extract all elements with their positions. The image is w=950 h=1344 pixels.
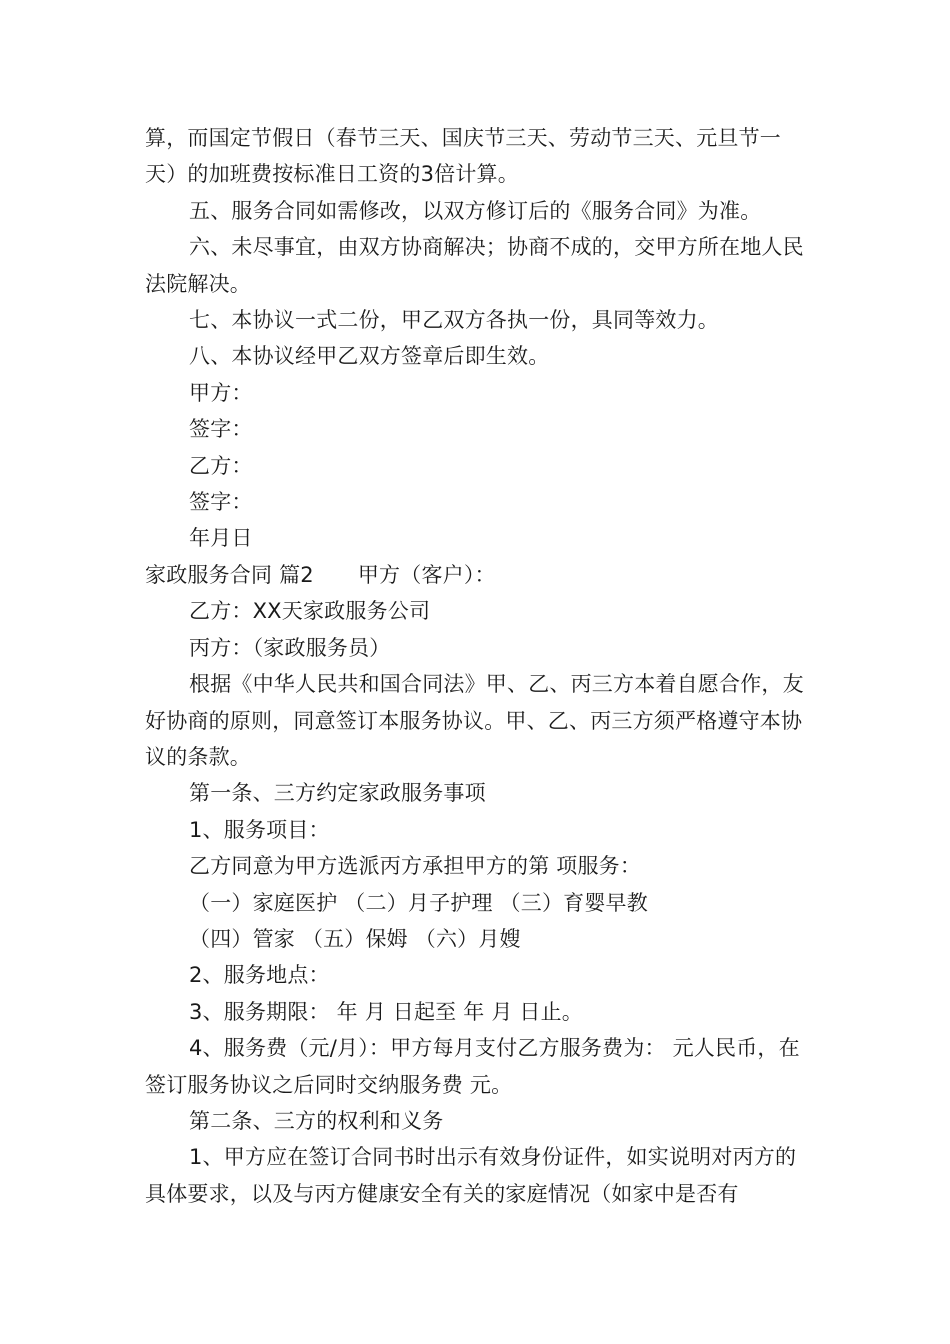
paragraph-2: 六、未尽事宜，由双方协商解决；协商不成的，交甲方所在地人民法院解决。: [145, 235, 804, 296]
item-service-fee: 4、服务费（元/月）：甲方每月支付乙方服务费为： 元人民币，在签订服务协议之后同时交纳服务费 元。: [145, 1036, 800, 1097]
party-b-label: 乙方：: [189, 453, 253, 478]
party-a-label: 甲方：: [189, 380, 253, 405]
document-body: [145, 120, 810, 1212]
paragraph-party-a-duty: 1、甲方应在签订合同书时出示有效身份证件，如实说明对丙方的具体要求，以及与丙方健康安全有关的家庭情况（如家中是否有: [145, 1145, 797, 1206]
service-options-row-1: （一）家庭医护 （二）月子护理 （三）育婴早教: [189, 890, 648, 915]
item-service-period: 3、服务期限： 年 月 日起至 年 月 日止。: [189, 999, 584, 1024]
party-c-worker: 丙方：（家政服务员）: [189, 635, 391, 660]
paragraph-4: 八、本协议经甲乙双方签章后即生效。: [189, 344, 550, 369]
signature-a-label: 签字：: [189, 417, 253, 442]
party-a-client-label: 甲方（客户）：: [357, 562, 496, 587]
section-heading-2: [145, 557, 810, 593]
item-service-project: 1、服务项目：: [189, 817, 330, 842]
date-label: 年月日: [189, 526, 253, 551]
service-options-row-2: （四）管家 （五）保姆 （六）月嫂: [189, 926, 521, 951]
paragraph-preamble: 根据《中华人民共和国合同法》甲、乙、丙三方本着自愿合作，友好协商的原则，同意签订本服务协议。甲、乙、丙三方须严格遵守本协议的条款。: [145, 672, 804, 769]
signature-b-label: 签字：: [189, 490, 253, 515]
party-b-company: 乙方：XX天家政服务公司: [189, 599, 431, 624]
section-title: 家政服务合同 篇2: [145, 562, 314, 587]
paragraph-service-assign: 乙方同意为甲方选派丙方承担甲方的第 项服务：: [189, 854, 642, 879]
paragraph-0: 算，而国定节假日（春节三天、国庆节三天、劳动节三天、元旦节一天）的加班费按标准日工资的3倍计算。: [145, 126, 781, 187]
item-service-location: 2、服务地点：: [189, 963, 330, 988]
paragraph-1: 五、服务合同如需修改，以双方修订后的《服务合同》为准。: [189, 198, 762, 223]
article-2-heading: 第二条、三方的权利和义务: [189, 1108, 444, 1133]
article-1-heading: 第一条、三方约定家政服务事项: [189, 781, 486, 806]
paragraph-3: 七、本协议一式二份，甲乙双方各执一份，具同等效力。: [189, 308, 719, 333]
